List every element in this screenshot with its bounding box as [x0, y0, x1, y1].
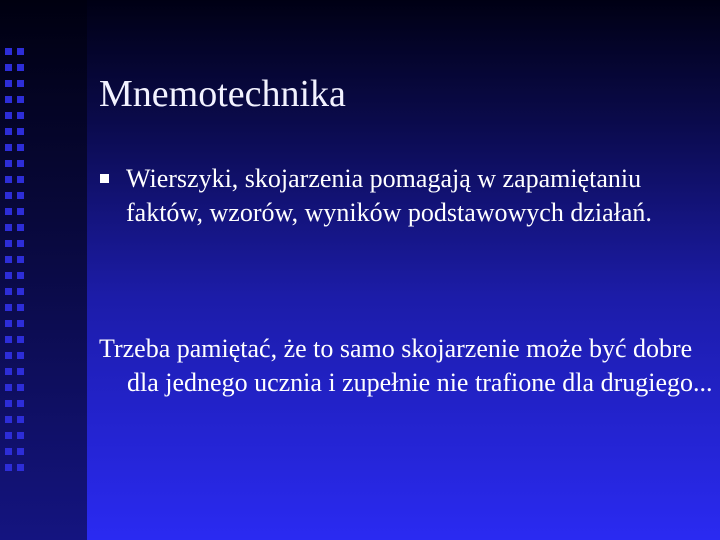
- decorative-square: [5, 416, 12, 423]
- decorative-square: [5, 352, 12, 359]
- decorative-square: [17, 48, 24, 55]
- decorative-square: [5, 272, 12, 279]
- body-paragraph: Trzeba pamiętać, że to samo skojarzenie może być dobre dla jednego ucznia i zupełnie nie trafione dla drugiego...: [99, 334, 713, 397]
- decorative-square: [5, 176, 12, 183]
- decorative-square: [5, 240, 12, 247]
- decorative-square: [17, 224, 24, 231]
- decorative-square: [17, 400, 24, 407]
- decorative-square-column: [5, 48, 12, 471]
- decorative-square: [5, 464, 12, 471]
- decorative-square: [5, 336, 12, 343]
- decorative-square: [17, 160, 24, 167]
- decorative-square: [5, 192, 12, 199]
- decorative-square: [17, 432, 24, 439]
- decorative-square: [17, 96, 24, 103]
- decorative-square: [17, 304, 24, 311]
- decorative-square: [17, 320, 24, 327]
- decorative-square: [17, 464, 24, 471]
- decorative-square: [17, 192, 24, 199]
- decorative-square: [17, 64, 24, 71]
- decorative-square: [5, 224, 12, 231]
- decorative-square: [5, 384, 12, 391]
- decorative-square: [5, 432, 12, 439]
- decorative-square: [5, 208, 12, 215]
- decorative-side-strip: [0, 0, 87, 540]
- decorative-square: [17, 336, 24, 343]
- decorative-square: [17, 368, 24, 375]
- decorative-square: [17, 288, 24, 295]
- decorative-square: [17, 112, 24, 119]
- decorative-square: [5, 64, 12, 71]
- slide-title: Mnemotechnika: [99, 73, 346, 115]
- decorative-square: [5, 144, 12, 151]
- decorative-square: [17, 176, 24, 183]
- decorative-square: [5, 96, 12, 103]
- decorative-square: [17, 352, 24, 359]
- decorative-square: [17, 272, 24, 279]
- decorative-square: [5, 112, 12, 119]
- square-bullet-icon: [100, 174, 109, 183]
- decorative-square: [5, 48, 12, 55]
- decorative-square: [17, 144, 24, 151]
- decorative-square: [17, 448, 24, 455]
- decorative-square: [17, 80, 24, 87]
- decorative-square: [5, 288, 12, 295]
- decorative-square: [5, 80, 12, 87]
- decorative-square: [5, 304, 12, 311]
- decorative-square: [17, 208, 24, 215]
- decorative-square: [17, 256, 24, 263]
- decorative-square: [5, 368, 12, 375]
- decorative-square: [17, 416, 24, 423]
- decorative-square: [5, 128, 12, 135]
- decorative-square: [5, 160, 12, 167]
- decorative-square: [17, 240, 24, 247]
- decorative-square: [5, 400, 12, 407]
- decorative-square-column: [17, 48, 24, 471]
- decorative-square: [5, 320, 12, 327]
- decorative-square: [5, 448, 12, 455]
- decorative-square: [5, 256, 12, 263]
- bullet-text: Wierszyki, skojarzenia pomagają w zapamiętaniu faktów, wzorów, wyników podstawowych działań.: [126, 164, 652, 227]
- decorative-square: [17, 128, 24, 135]
- decorative-square: [17, 384, 24, 391]
- bullet-list-item: [98, 162, 698, 230]
